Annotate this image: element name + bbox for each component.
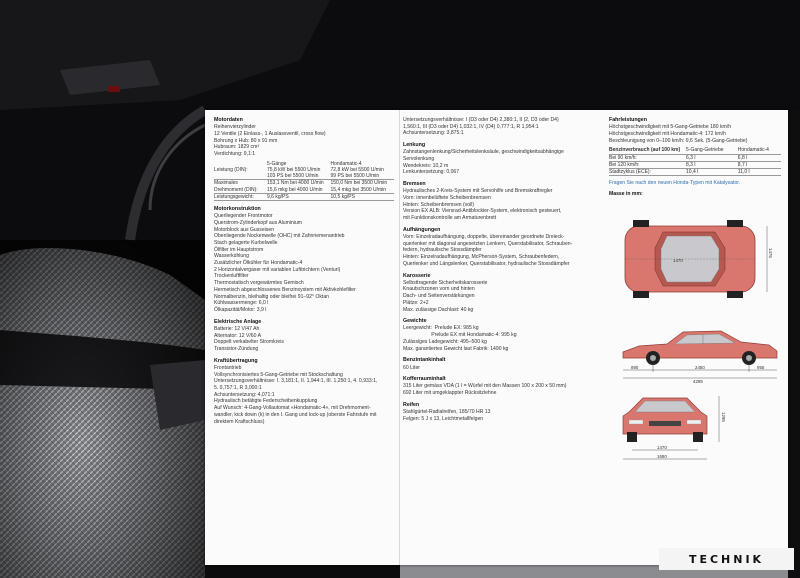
aufhaengungen-lines: [403, 234, 591, 268]
car-top-view: [625, 220, 755, 298]
kraftuebertragung-heading: Kraftübertragung: [214, 357, 258, 364]
dim-label: 1295: [721, 412, 726, 422]
spec-line: 12 Ventile (2 Einlass-, 1 Auslassventil, cross flow): [214, 130, 326, 137]
power-row-label: Maximales: [214, 180, 238, 187]
elektrische-anlage-lines: [214, 326, 394, 353]
benzintankinhalt-heading: Benzintankinhalt: [403, 357, 446, 364]
spec-column-3: [609, 117, 781, 198]
spec-line: Alternator: 12 V/60 A: [214, 332, 262, 339]
reifen-heading: Reifen: [403, 401, 420, 408]
spec-line: Obenliegende Nockenwelle (OHC) mit Zahnriemenantrieb: [214, 233, 345, 240]
page-fold: [399, 110, 400, 565]
spec-line: Zahnstangenlenkung/Sicherheitslenksäule, geschwindigkeitsabhängige: [403, 149, 564, 156]
spec-line: Knautschzonen vorn und hinten: [403, 286, 475, 293]
fuel-row-label: Bei 90 km/h:: [609, 154, 686, 161]
spec-line: Prelude EX mit Hondamatic-4: 995 kg: [403, 332, 517, 339]
power-col-5gang: 5-Gänge: [267, 160, 287, 167]
motordaten-lines: [214, 124, 394, 158]
fuel-cell: 11,0 l: [738, 168, 781, 175]
power-cell: 15,6 mkg bei 4000 U/min: [267, 187, 331, 194]
spec-line: Querliegender Frontmotor: [214, 213, 273, 220]
dim-label: 2450: [695, 365, 705, 370]
spec-line: Wasserkühlung: [214, 253, 249, 260]
front-view-diagram: [615, 388, 735, 464]
spec-line: Hinten: Scheibenbremsen (voll): [403, 201, 475, 208]
spec-line: Felgen: 5 J x 13, Leichtmetallfelgen: [403, 415, 484, 422]
fuel-cell: 6,3 l: [686, 154, 738, 161]
spec-line: Ölfilter im Hauptstrom: [214, 246, 264, 253]
spec-line: Achsuntersetzung: 3,875:1: [403, 130, 464, 137]
spec-line: Lenkuntersetzung: 0,067: [403, 169, 460, 176]
spec-line: Doppelt verkabelter Stromkreis: [214, 339, 284, 346]
fuel-cell: 8,3 l: [686, 161, 738, 168]
spec-line: Version EX ALB: Viersrad-Antiblockier-System, elektronisch gesteuert,: [403, 208, 562, 215]
dim-label: 1475: [768, 248, 773, 258]
spec-line: Stach gelagerte Kurbelwelle: [214, 239, 278, 246]
spec-line: federn, hydraulische Stossdämpfer: [403, 247, 482, 254]
power-col-hondamatic: Hondamatic-4: [330, 160, 362, 167]
fuel-table: [609, 147, 781, 176]
lenkung-lines: [403, 149, 591, 176]
spec-line: Servolenkung: [403, 156, 435, 163]
kofferrauminhalt-heading: Kofferrauminhalt: [403, 376, 446, 383]
dim-label: 1690: [657, 454, 667, 459]
power-cell: 75,8 kW bei 5500 U/min: [267, 166, 321, 173]
spec-line: Leergewicht: Prelude EX: 985 kg: [403, 325, 479, 332]
spec-line: Ölkapazität/Motor: 3,9 l: [214, 306, 267, 313]
spec-column-2: [403, 117, 591, 422]
spec-line: 315 Liter gemäss VDA (1 l = Würfel mit den Massen 100 x 200 x 50 mm): [403, 383, 567, 390]
spec-line: Verdichtung: 9,1:1: [214, 151, 256, 158]
fuel-col-5gang: 5-Gang-Getriebe: [686, 147, 738, 154]
motorkonstruktion-lines: [214, 213, 394, 314]
untersetzung-lines: [403, 117, 591, 137]
spec-line: 2 Horizontalvergaser mit variablen Lufttrichtern (Venturi): [214, 266, 341, 273]
motorkonstruktion-heading: Motorkonstruktion: [214, 205, 261, 212]
spec-page: [205, 110, 788, 565]
lenkung-heading: Lenkung: [403, 142, 426, 149]
spec-line: Hinten: Einzelradaufhängung, McPherson-System, Schraubenfedern,: [403, 254, 560, 261]
spec-line: 5. 0,757:1, R 3,000:1: [214, 385, 262, 392]
karosserie-lines: [403, 280, 591, 314]
fuel-cell: 8,7 l: [738, 161, 781, 168]
power-cell: 10,5 kg/PS: [331, 193, 395, 200]
spec-line: Bohrung x Hub: 80 x 91 mm: [214, 137, 278, 144]
power-cell: 72,8 kW bei 5500 U/min: [330, 166, 384, 173]
spec-line: Motorblock aus Gusseisen: [214, 226, 275, 233]
dim-label: 4295: [693, 379, 703, 384]
gewichte-heading: Gewichte: [403, 318, 427, 325]
spec-line: Vorn: innenbelüftete Scheibenbremsen: [403, 195, 491, 202]
kraftuebertragung-lines: [214, 365, 394, 425]
spec-line: Hydraulisch betätigte Federscheibenkupplung: [214, 398, 318, 405]
dim-label: 890: [631, 365, 639, 370]
fuel-row-label: Bei 120 km/h:: [609, 161, 686, 168]
spec-line: Batterie: 12 V/47 Ah: [214, 325, 260, 332]
spec-line: Achsuntersetzung: 4,071:1: [214, 391, 275, 398]
spec-line: Reihenvierzylinder: [214, 124, 256, 131]
aufhaengungen-heading: Aufhängungen: [403, 226, 441, 233]
side-view-diagram: [609, 318, 787, 384]
spec-line: Querlenker und Längslenker, Querstabilisator, hydraulische Stossdämpfer: [403, 260, 570, 267]
power-cell: 103 PS bei 5500 U/min: [267, 173, 331, 180]
fahrleistungen-lines: [609, 124, 781, 144]
power-cell: 99 PS bei 5500 U/min: [331, 173, 395, 180]
spec-line: Beschleunigung von 0–100 km/h: 9,6 Sek. (5-Gang-Getriebe): [609, 137, 748, 144]
spec-line: Stahlgürtel-Radialreifen, 185/70 HR 13: [403, 409, 491, 416]
spec-line: Zulässiges Ladegewicht: 495–500 kg: [403, 338, 487, 345]
fuel-cell: 10,4 l: [686, 168, 738, 175]
spec-line: Frontantrieb: [214, 364, 242, 371]
spec-line: Wendekreis: 10,2 m: [403, 162, 449, 169]
spec-line: Hydraulisches 2-Kreis-System mit Servohilfe und Bremskraftregler: [403, 188, 553, 195]
motordaten-heading: Motordaten: [214, 117, 243, 123]
spec-line: querlenker mit diagonal angesetzten Lenkern, Querstabilisator, Schrauben-: [403, 240, 573, 247]
top-view-diagram: [615, 208, 785, 312]
spec-line: Max. zulässige Dachlast: 40 kg: [403, 306, 474, 313]
spec-line: Höchstgeschwindigkeit mit 5-Gang-Getriebe 180 km/h: [609, 124, 732, 131]
dim-label: 955: [757, 365, 765, 370]
spec-line: Untersetzungsverhältnisse: I (D3 oder D4) 2,380:1, II (2, D3 oder D4): [403, 117, 559, 123]
spec-line: wandler, kick down (k) in den I. Gang und lock-up (oberste Fahrstufe mit: [214, 411, 377, 418]
fuel-table-title: Benzinverbrauch (auf 100 km): [609, 147, 686, 154]
power-cell: 153,1 Nm bei 4000 U/min: [267, 180, 324, 187]
spec-line: Vorn: Einzelradaufhängung, doppelte, übereinander geordnete Dreieck-: [403, 234, 565, 241]
spec-line: Max. garantiertes Gewicht laut Fabrik: 1490 kg: [403, 345, 509, 352]
spec-line: Transistor-Zündung: [214, 346, 259, 352]
reifen-lines: [403, 409, 591, 422]
bremsen-heading: Bremsen: [403, 181, 426, 188]
spec-line: 692 Liter mit umgeklappter Rücksitzlehne: [403, 390, 497, 397]
power-row-label: Leistungsgewicht:: [214, 193, 267, 200]
car-front-view: [623, 398, 707, 442]
fuel-cell: 6,8 l: [738, 154, 781, 161]
spec-line: Normalbenzin, bleihaltig oder bleifrei 91–92° Oktan: [214, 293, 330, 300]
kofferrauminhalt-lines: [403, 383, 591, 396]
dim-label: 1470: [657, 445, 667, 450]
masse-heading: Masse in mm:: [609, 190, 643, 197]
car-side-view: [623, 331, 777, 365]
spec-line: direktem Kraftschluss): [214, 418, 265, 425]
spec-line: mit Funktionskontrolle am Armaturenbrett: [403, 215, 497, 222]
fuel-col-hondamatic: Hondamatic-4: [738, 147, 781, 154]
power-row-label: [214, 173, 267, 180]
spec-line: Untersetzungsverhältnisse: I. 3,181:1, II. 1,944:1, III. 1,250:1, 4. 0,933:1,: [214, 378, 378, 385]
spec-line: Hubraum: 1829 cm³: [214, 144, 260, 151]
power-table: [214, 161, 394, 201]
spec-line: Dach- und Seitenverstärkungen: [403, 293, 475, 300]
spec-line: Selbsttragende Sicherheitskarosserie: [403, 279, 488, 286]
spec-line: Thermostatisch vorgewärmtes Gemisch: [214, 280, 304, 287]
spec-line: Vollsynchronisiertes 5-Gang-Getriebe mit Stockschaltung: [214, 371, 343, 378]
power-row-label: Leistung (DIN):: [214, 166, 248, 173]
spec-column-1: [214, 117, 394, 425]
power-cell: 9,6 kg/PS: [267, 193, 331, 200]
spec-line: Hermetisch abgeschlossenes Benzinsystem mit Aktivkohlefilter: [214, 286, 356, 293]
spec-line: Höchstgeschwindigkeit mit Hondamatic-4: 172 km/h: [609, 130, 726, 137]
elektrische-anlage-heading: Elektrische Anlage: [214, 318, 262, 325]
bremsen-lines: [403, 188, 591, 222]
power-cell: 150,0 Nm bei 3500 U/min: [330, 180, 388, 187]
spec-line: Trockenluftfilter: [214, 273, 249, 280]
fahrleistungen-heading: Fahrleistungen: [609, 117, 647, 123]
spec-line: Kühlwassermenge: 6,0 l: [214, 300, 269, 307]
spec-line: 60 Liter: [403, 364, 420, 371]
catalyst-note: Fragen Sie nach den neuen Honda-Typen mit Katalysator.: [609, 180, 741, 187]
power-row-label: Drehmoment (DIN):: [214, 187, 267, 194]
section-label: TECHNIK: [659, 548, 794, 570]
spec-line: Querstrom-Zylinderkopf aus Aluminium: [214, 219, 303, 226]
spec-line: Auf Wunsch: 4-Gang-Vollautomat «Hondamatic-4», mit Drehmoment-: [214, 405, 371, 412]
fuel-row-label: Stadtzyklus (ECE):: [609, 168, 686, 175]
spec-line: 1,560:1, III (D3 oder D4) 1,032:1, IV (D4) 0,777:1, R 1,954:1: [403, 123, 539, 130]
dim-label: 1470: [673, 258, 683, 263]
spec-line: Plätze: 2+2: [403, 299, 429, 306]
power-cell: 15,4 mkg bei 3500 U/min: [331, 187, 395, 194]
karosserie-heading: Karosserie: [403, 272, 431, 279]
gewichte-lines: [403, 325, 591, 352]
spec-line: Zusätzlicher Ölkühler für Hondamatic-4: [214, 260, 303, 267]
